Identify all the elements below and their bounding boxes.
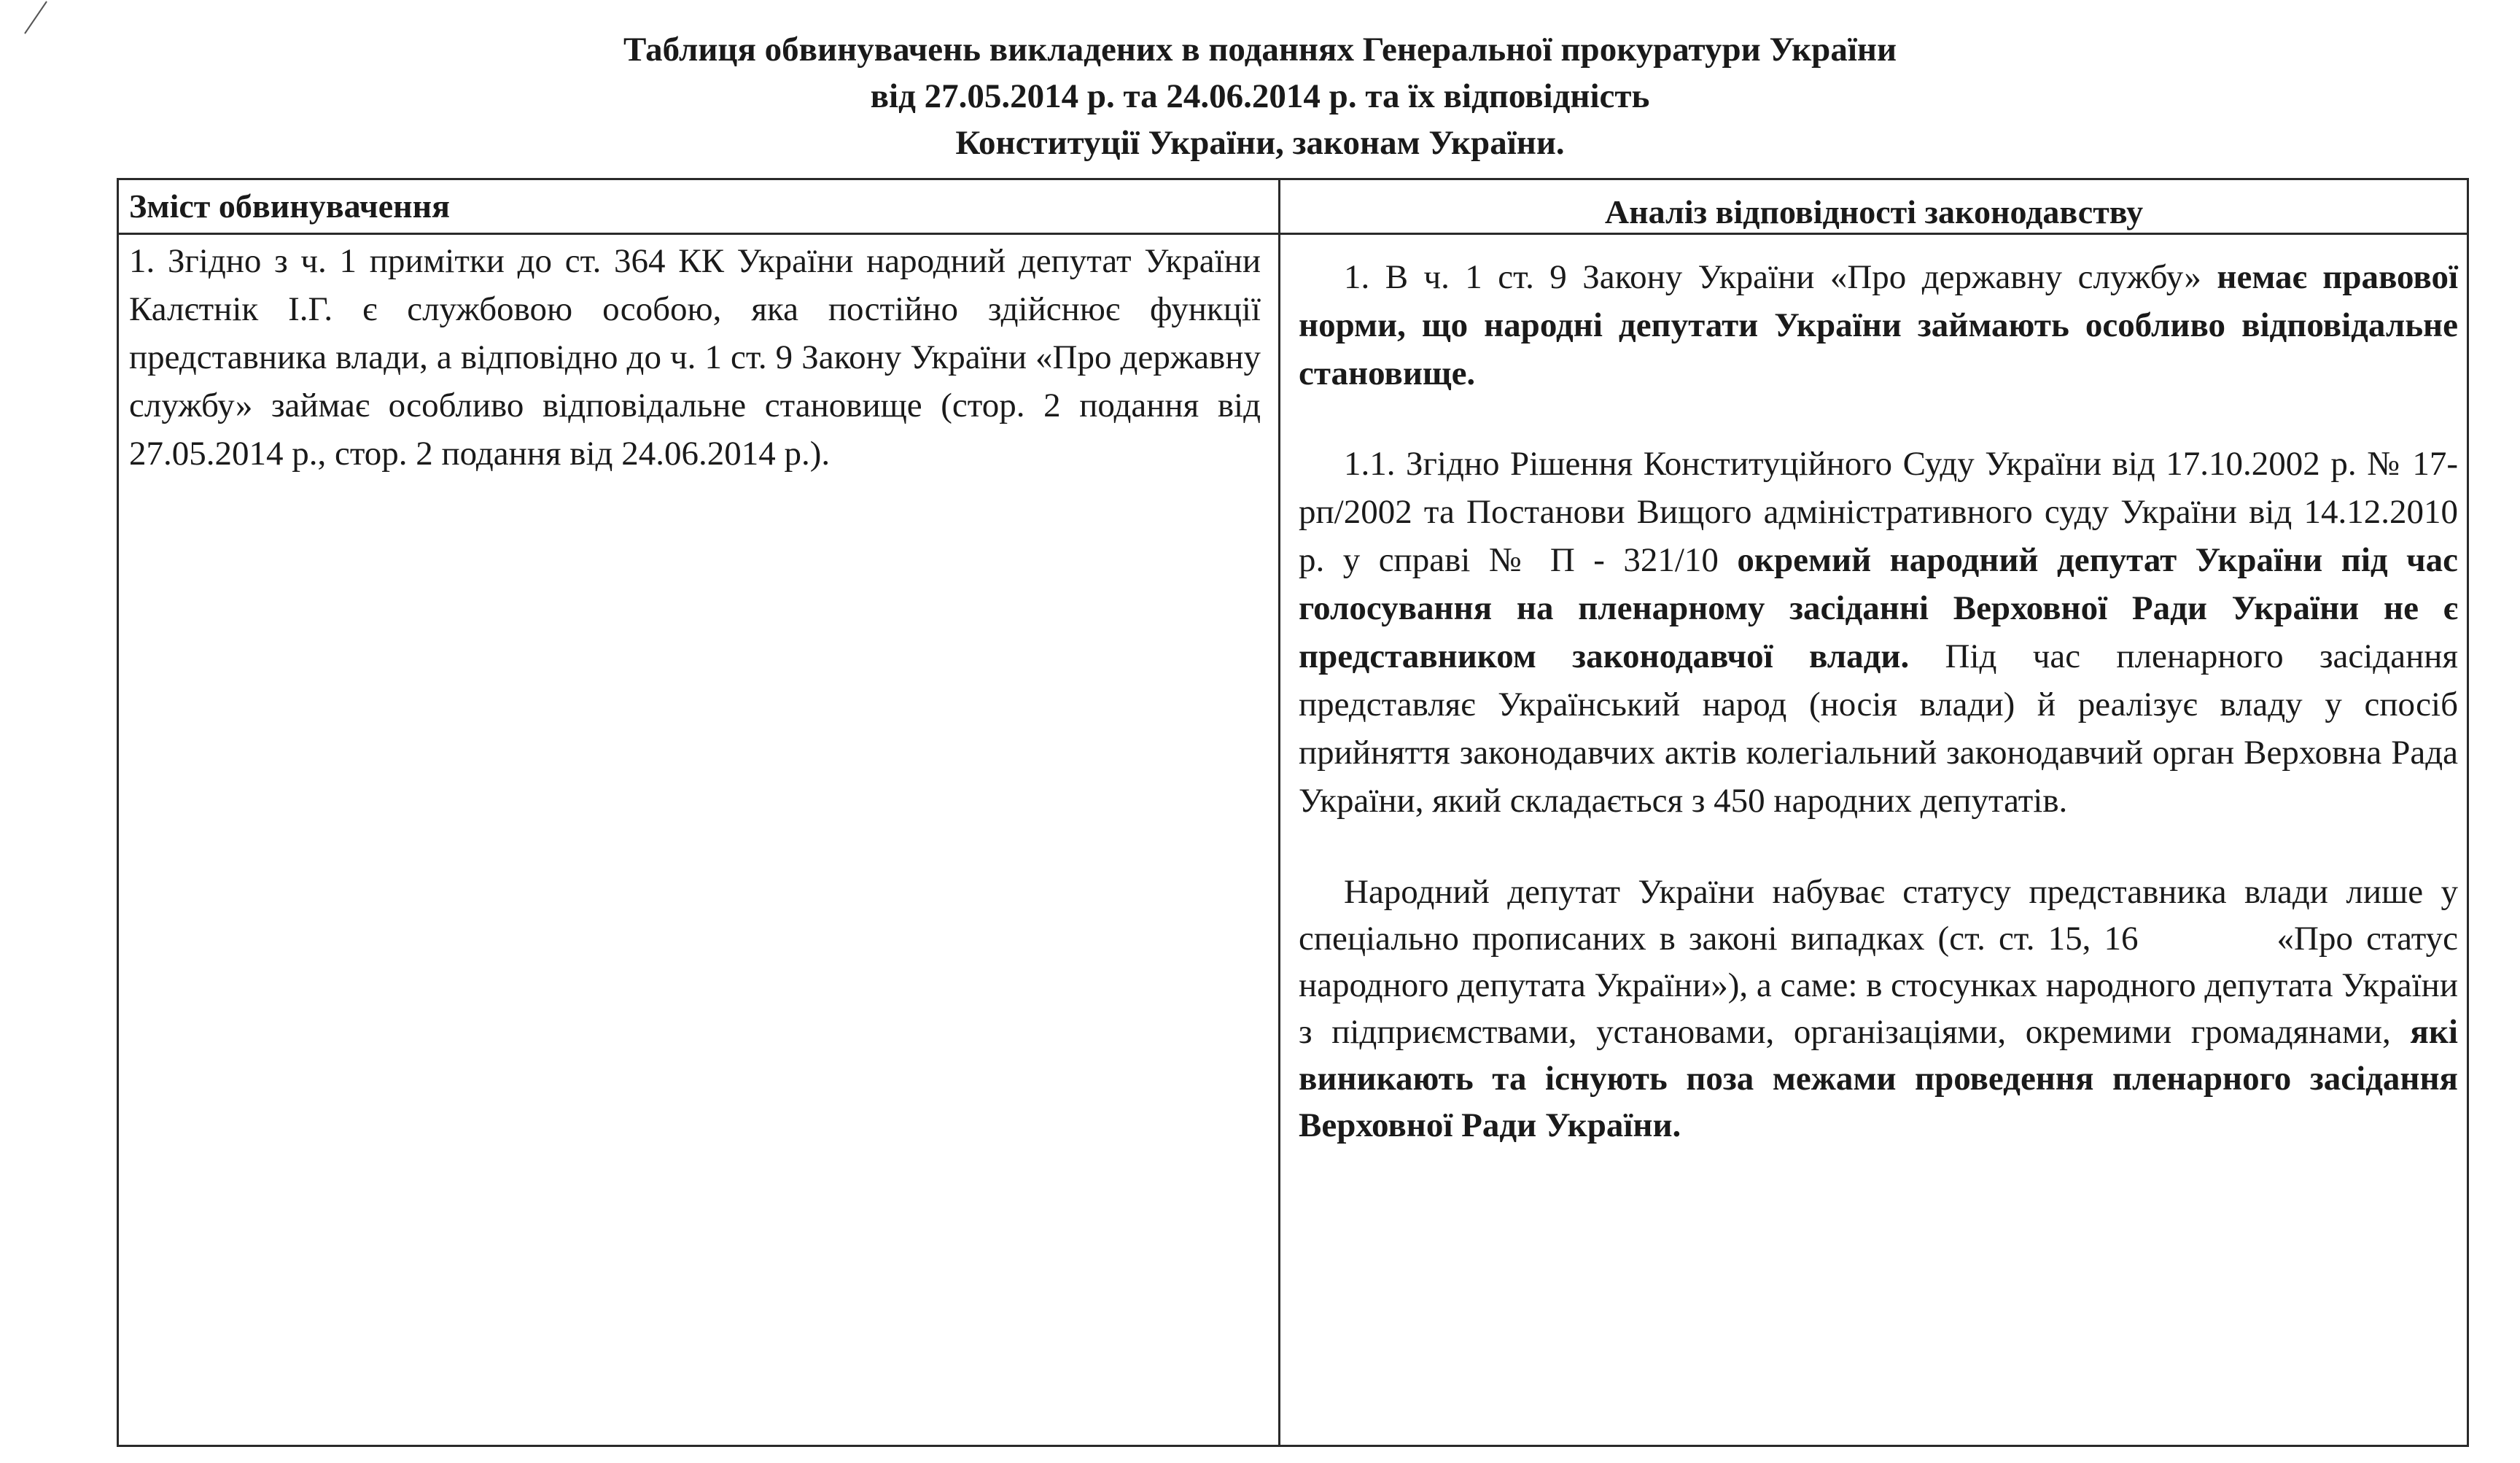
analysis-p3-text-b: «Про статус народного депутата України»), а саме: в стосунках народного депутата України з підприємствами, установами, організаціями, окремими громадянами,	[1299, 920, 2459, 1051]
analysis-cell	[1299, 253, 2458, 1149]
analysis-p2-bold: окремий народний депутат України під час голосування на пленарному засіданні Верховної Ради України не є представником законодавчої влади.	[1299, 541, 2458, 675]
column-divider	[1278, 180, 1280, 1445]
title-line-3: Конституції України, законам України.	[955, 124, 1565, 162]
analysis-p2-text-b: Під час пленарного засідання представляє Український народ (носія влади) й реалізує владу у спосіб прийняття законодавчих актів колегіальний законодавчий орган Верховна Рада України, який складається з 450 народних депутатів.	[1299, 637, 2458, 820]
header-accusation-content: Зміст обвинувачення	[129, 187, 451, 225]
accusation-table	[117, 178, 2469, 1447]
header-legal-analysis: Аналіз відповідності законодавству	[1604, 193, 2144, 230]
title-line-2: від 27.05.2014 р. та 24.06.2014 р. та їх відповідність	[870, 77, 1650, 115]
analysis-paragraph-1	[1299, 253, 2458, 397]
analysis-paragraph-2	[1299, 440, 2458, 825]
title-line-1: Таблиця обвинувачень викладених в поданнях Генеральної прокуратури України	[623, 31, 1897, 69]
accusation-cell	[129, 237, 1261, 478]
document-title	[0, 26, 2520, 166]
analysis-p1-text: 1. В ч. 1 ст. 9 Закону України «Про державну службу»	[1344, 258, 2217, 296]
accusation-text: 1. Згідно з ч. 1 примітки до ст. 364 КК України народний депутат України Калєтнік І.Г. є службовою особою, яка постійно здійснює функції представника влади, а відповідно до ч. 1 ст. 9 Закону України «Про державну службу» займає особливо відповідальне становище (стор. 2 подання від 27.05.2014 р., стор. 2 подання від 24.06.2014 р.).	[129, 242, 1261, 473]
analysis-p1-bold: немає правової норми, що народні депутати України займають особливо відповідальне становище.	[1299, 258, 2459, 392]
analysis-paragraph-3	[1299, 869, 2458, 1149]
analysis-p3-text-a: Народний депутат України набуває статусу представника влади лише у спеціально прописаних в законі випадках (ст. ст. 15, 16	[1299, 873, 2458, 958]
analysis-p3-bold: які виникають та існують поза межами проведення пленарного засідання Верховної Ради України.	[1299, 1013, 2458, 1144]
analysis-p2-text-a: 1.1. Згідно Рішення Конституційного Суду України від 17.10.2002 р. № 17-рп/2002 та Постанови Вищого адміністративного суду України від 14.12.2010 р. у справі № П - 321/10	[1299, 445, 2458, 579]
